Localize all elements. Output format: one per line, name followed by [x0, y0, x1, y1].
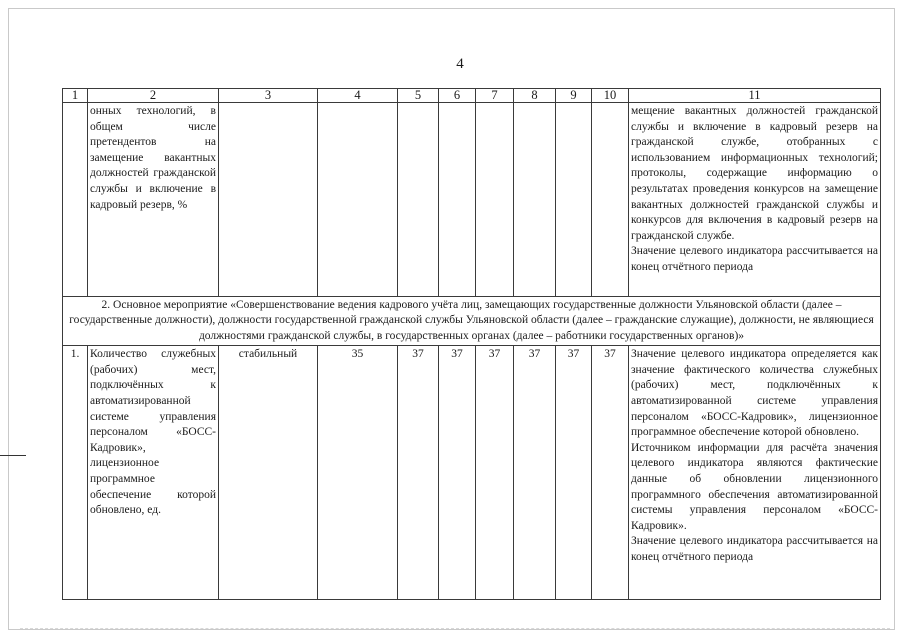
header-col-7: 7	[476, 89, 514, 103]
section-heading: 2. Основное мероприятие «Совершенствование ведения кадрового учёта лиц, замещающих государственные должности Ульяновской области (далее – государственные должности), должности государственной гражданской службы Ульяновской области (далее – гражданские служащие), должности, не являющиеся должностями гражданской службы, в государственных органах (далее – работники государственных органов)»	[63, 297, 881, 346]
cell-value-5	[398, 103, 439, 297]
header-col-5: 5	[398, 89, 439, 103]
cell-trend	[219, 103, 318, 297]
methodology-text: мещение вакантных должностей гражданской службы и включение в кадровый резерв на гражданской службе, отобранных с использованием информационных технологий; протоколы, содержащие информацию о результатах проведения конкурсов на замещение вакантных должностей гражданской службы и конкурсов для включения в кадровый резерв на гражданской службе.	[631, 105, 878, 242]
cell-value-5: 37	[398, 346, 439, 600]
cell-indicator-name: онных технологий, в общем числе претендентов на замещение вакантных должностей гражданской службы и включение в кадровый резерв, %	[88, 103, 219, 297]
page-number: 4	[456, 56, 464, 72]
cell-value-7: 37	[476, 346, 514, 600]
header-col-1: 1	[63, 89, 88, 103]
methodology-paragraph-1: Значение целевого индикатора определяется как значение фактического количества служебных (рабочих) мест, подключённых к автоматизированной системе управления персоналом «БОСС-Кадровик», лицензионное программное обеспечение которой обновлено.	[631, 348, 878, 439]
indicator-table	[62, 88, 881, 600]
header-col-9: 9	[556, 89, 592, 103]
header-col-2: 2	[88, 89, 219, 103]
header-col-11: 11	[629, 89, 881, 103]
cell-value-10	[592, 103, 629, 297]
cell-value-8: 37	[514, 346, 556, 600]
table-row-indicator-continued	[63, 103, 881, 297]
margin-mark	[0, 455, 26, 456]
header-col-8: 8	[514, 89, 556, 103]
cell-value-4	[318, 103, 398, 297]
header-col-3: 3	[219, 89, 318, 103]
methodology-paragraph-2: Источником информации для расчёта значения целевого индикатора являются фактические данные об обновлении лицензионного программного обеспечения автоматизированной системы управления персоналом «БОСС-Кадровик».	[631, 441, 878, 532]
cell-value-9: 37	[556, 346, 592, 600]
table-header-row	[63, 89, 881, 103]
cell-value-4: 35	[318, 346, 398, 600]
cell-value-7	[476, 103, 514, 297]
header-col-4: 4	[318, 89, 398, 103]
cell-value-8	[514, 103, 556, 297]
cell-value-6	[439, 103, 476, 297]
methodology-paragraph-3: Значение целевого индикатора рассчитывается на конец отчётного периода	[631, 535, 878, 563]
cell-value-6: 37	[439, 346, 476, 600]
cell-methodology	[629, 103, 881, 297]
cell-indicator-name: Количество служебных (рабочих) мест, подключённых к автоматизированной системе управления персоналом «БОСС-Кадровик», лицензионное программное обеспечение которой обновлено, ед.	[88, 346, 219, 600]
header-col-6: 6	[439, 89, 476, 103]
cell-methodology	[629, 346, 881, 600]
table-section-row	[63, 297, 881, 346]
cell-number: 1.	[63, 346, 88, 600]
scan-artifact-line	[20, 628, 890, 629]
table-row-indicator-1	[63, 346, 881, 600]
cell-number	[63, 103, 88, 297]
cell-value-9	[556, 103, 592, 297]
cell-trend: стабильный	[219, 346, 318, 600]
methodology-note: Значение целевого индикатора рассчитывается на конец отчётного периода	[631, 245, 878, 273]
header-col-10: 10	[592, 89, 629, 103]
cell-value-10: 37	[592, 346, 629, 600]
